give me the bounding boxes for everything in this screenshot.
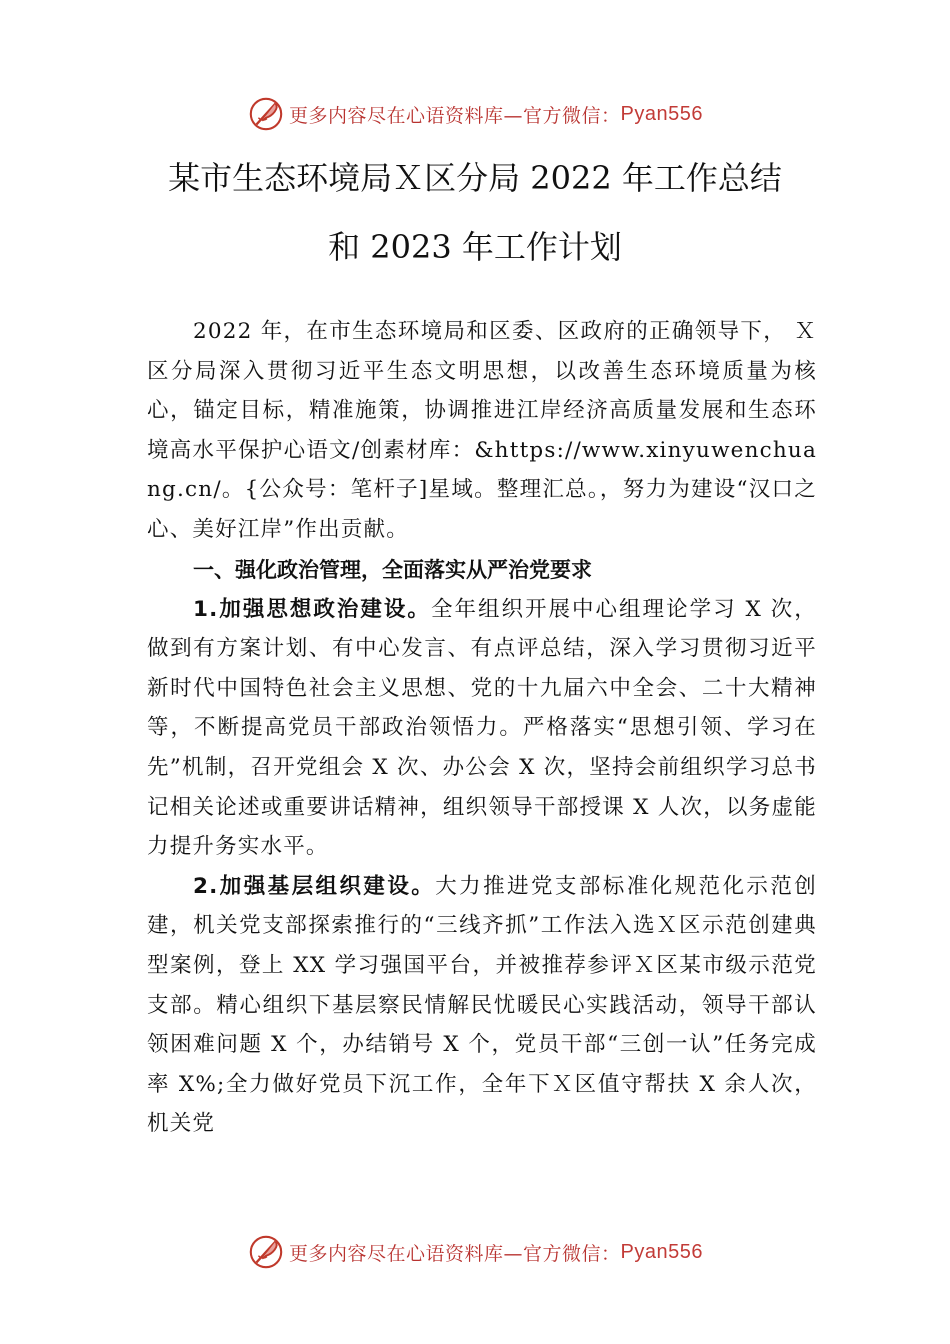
- item1-body: 全年组织开展中心组理论学习 X 次，做到有方案计划、有中心发言、有点评总结，深入学习贯彻习近平新时代中国特色社会主义思想、党的十九届六中全会、二十大精神等，不断提高党员干部政治领悟力。严格落实“思想引领、学习在先”机制，召开党组会 X 次、办公会 X 次，坚持会前组织学习总书记相关论述或重要讲话精神，组织领导干部授课 X 人次，以务虚能力提升务实水平。: [147, 596, 818, 860]
- intro-text: 2022 年，在市生态环境局和区委、区政府的正确领导下， Ｘ区分局深入贯彻习近平生态文明思想，以改善生态环境质量为核心，锚定目标，精准施策，协调推进江岸经济高质量发展和生态环境高水平保护心语文/创素材库：&https://www.xinyuwenchuang.cn/。{公众号：笔杆子]星域。整理汇总。，努力为建设“汉口之心、美好江岸”作出贡献。: [147, 319, 817, 542]
- quill-logo-icon: [247, 95, 285, 133]
- item2-paragraph: [147, 867, 817, 1144]
- section-heading: 一、强化政治管理，全面落实从严治党要求: [193, 557, 592, 582]
- item2-title: 2.加强基层组织建设。: [193, 873, 436, 899]
- item1-title: 1.加强思想政治建设。: [193, 596, 431, 622]
- watermark-banner-top: [0, 94, 950, 134]
- watermark-text: 更多内容尽在心语资料库—官方微信：: [289, 1242, 621, 1265]
- document-body: [147, 312, 817, 1144]
- item2-body: 大力推进党支部标准化规范化示范创建，机关党支部探索推行的“三线齐抓”工作法入选Ｘ区示范创建典型案例，登上 XX 学习强国平台，并被推荐参评Ｘ区某市级示范党支部。精心组织下基层察民情解民忧暖民心实践活动，领导干部认领困难问题 X 个，办结销号 X 个，党员干部“三创一认”任务完成率 X%;全力做好党员下沉工作，全年下Ｘ区值守帮扶 X 余人次，机关党: [147, 873, 818, 1137]
- watermark-handle: Pyan556: [620, 1240, 703, 1263]
- watermark-banner-bottom: [0, 1232, 950, 1272]
- watermark-handle: Pyan556: [620, 102, 703, 125]
- watermark-text: 更多内容尽在心语资料库—官方微信：: [289, 104, 621, 127]
- document-title-line1: 某市生态环境局Ｘ区分局 2022 年工作总结: [168, 159, 782, 197]
- item1-paragraph: [147, 590, 817, 867]
- document-title-line2: 和 2023 年工作计划: [328, 228, 622, 266]
- quill-logo-icon: [247, 1233, 285, 1271]
- intro-paragraph: [147, 312, 817, 550]
